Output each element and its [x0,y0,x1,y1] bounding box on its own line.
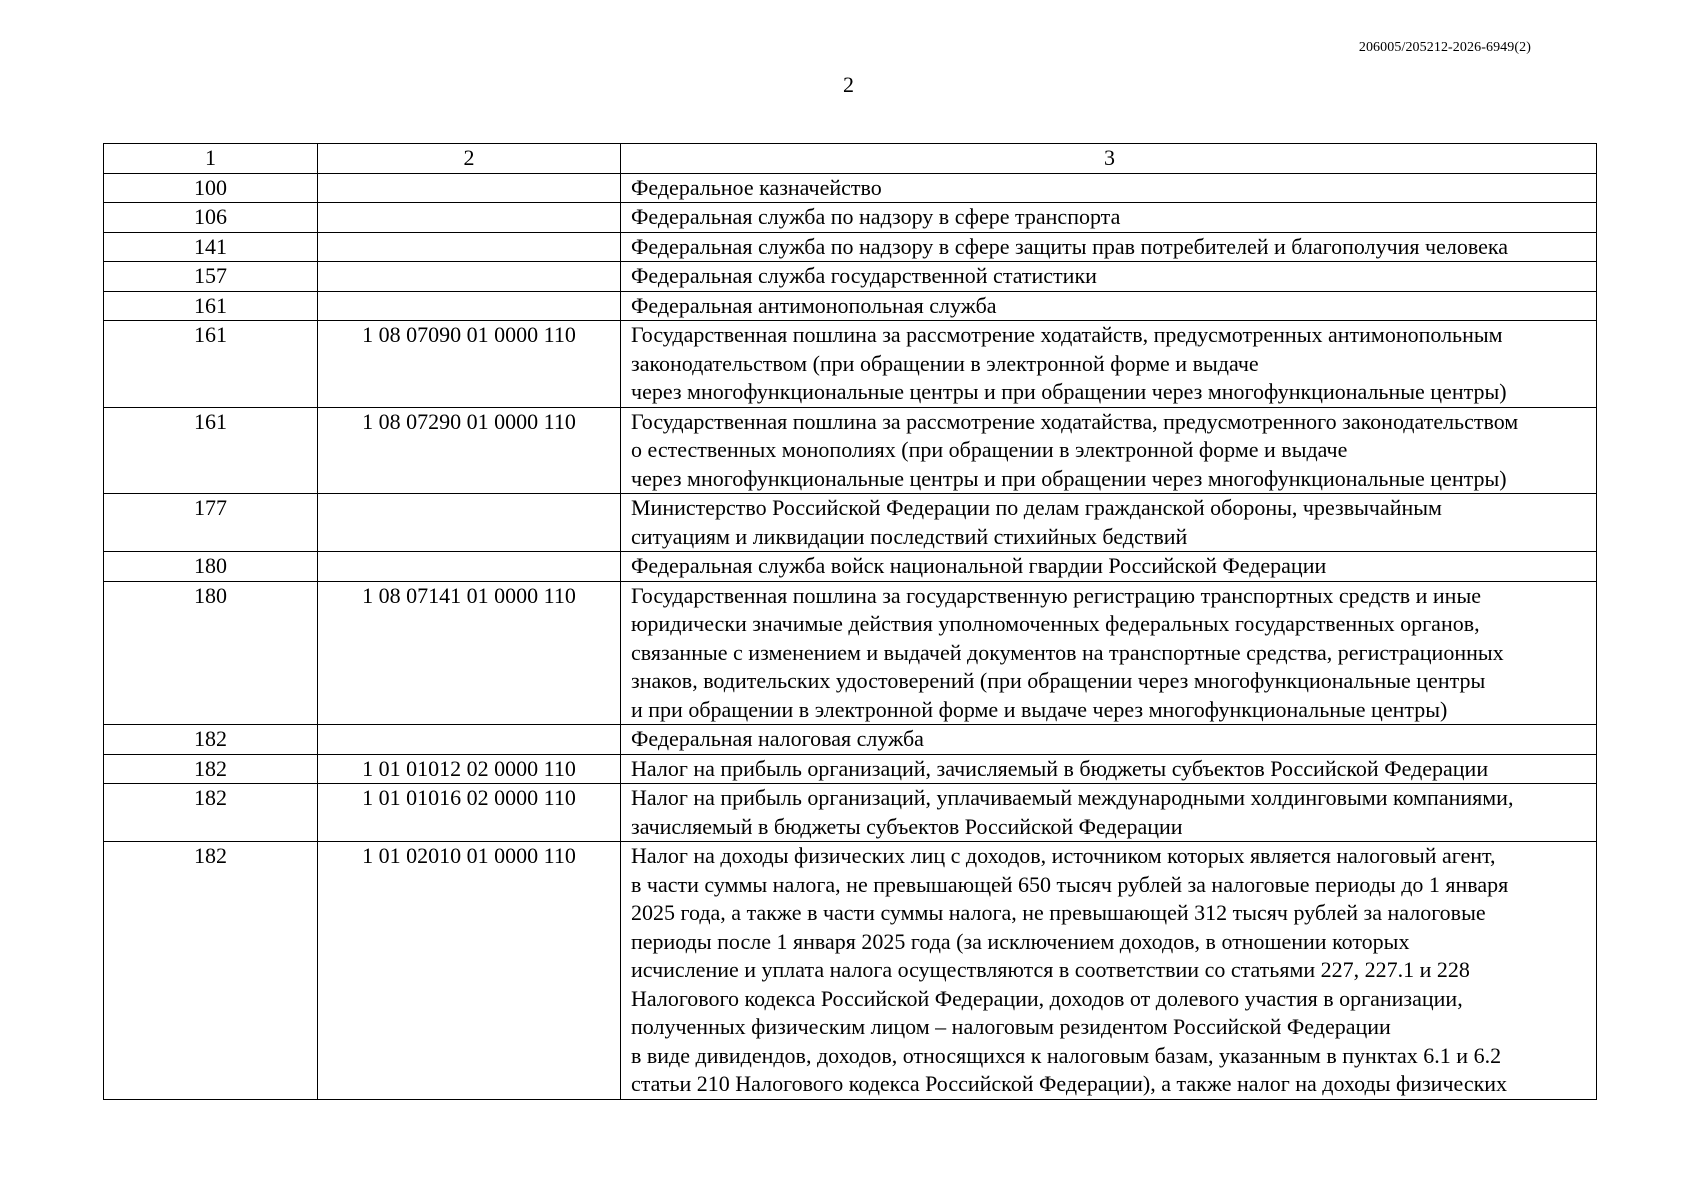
budget-classification-code-cell: 1 01 02010 01 0000 110 [318,842,621,1100]
admin-code-cell: 177 [104,494,318,552]
description-line: Министерство Российской Федерации по делам гражданской обороны, чрезвычайным [631,495,1442,520]
description-line: Федеральная служба войск национальной гвардии Российской Федерации [631,553,1327,578]
description-cell [621,321,1597,408]
admin-code-cell: 161 [104,407,318,494]
admin-code-cell: 180 [104,552,318,582]
budget-classification-code-cell: 1 01 01012 02 0000 110 [318,754,621,784]
description-line: в виде дивидендов, доходов, относящихся к налоговым базам, указанным в пунктах 6.1 и 6.2 [631,1042,1502,1068]
admin-code-cell: 157 [104,262,318,292]
admin-code-cell: 161 [104,321,318,408]
description-line: Федеральная служба по надзору в сфере транспорта [631,204,1121,229]
table-row [104,203,1597,233]
column-header: 2 [318,144,621,174]
budget-classification-code-cell [318,552,621,582]
description-cell [621,173,1597,203]
table-header-row [104,144,1597,174]
description-cell [621,262,1597,292]
description-line: Налог на доходы физических лиц с доходов, источником которых является налоговый агент, [631,843,1496,868]
page-number: 2 [843,72,854,97]
table-row [104,173,1597,203]
description-line: Федеральная налоговая служба [631,726,924,751]
table-row [104,232,1597,262]
description-cell [621,232,1597,262]
description-line: исчисление и уплата налога осуществляются в соответствии со статьями 227, 227.1 и 228 [631,957,1470,982]
description-line: связанные с изменением и выдачей документов на транспортные средства, регистрационных [631,639,1504,665]
description-line: Федеральная служба государственной статистики [631,263,1097,288]
budget-classification-code-cell [318,494,621,552]
description-cell [621,552,1597,582]
table-row [104,784,1597,842]
admin-code-cell: 106 [104,203,318,233]
budget-classification-code-cell [318,173,621,203]
budget-classification-code-cell [318,291,621,321]
description-line: зачисляемый в бюджеты субъектов Российской Федерации [631,813,1183,839]
description-line: Федеральное казначейство [631,174,882,200]
description-cell [621,725,1597,755]
table-row [104,725,1597,755]
budget-classification-code-cell: 1 08 07090 01 0000 110 [318,321,621,408]
description-line: Федеральная антимонопольная служба [631,292,997,318]
table-row [104,842,1597,1100]
description-cell [621,784,1597,842]
admin-code-cell: 182 [104,754,318,784]
description-line: Федеральная служба по надзору в сфере защиты прав потребителей и благополучия человека [631,233,1509,259]
description-line: Государственная пошлина за государственную регистрацию транспортных средств и иные [631,582,1481,608]
description-line: юридически значимые действия уполномоченных федеральных государственных органов, [631,611,1480,636]
description-cell [621,203,1597,233]
description-line: законодательством (при обращении в электронной форме и выдаче [631,350,1259,376]
description-line: Налогового кодекса Российской Федерации, доходов от долевого участия в организации, [631,985,1463,1011]
budget-classification-code-cell [318,232,621,262]
document-number: 206005/205212-2026-6949(2) [1358,40,1531,55]
column-header: 3 [621,144,1597,174]
budget-classification-code-cell: 1 08 07141 01 0000 110 [318,581,621,725]
description-cell [621,842,1597,1100]
description-cell [621,494,1597,552]
description-line: и при обращении в электронной форме и выдаче через многофункциональные центры) [631,696,1448,722]
description-line: Налог на прибыль организаций, уплачиваемый международными холдинговыми компаниями, [631,785,1514,810]
budget-classification-code-cell: 1 01 01016 02 0000 110 [318,784,621,842]
table-row [104,581,1597,725]
description-cell [621,407,1597,494]
column-header: 1 [104,144,318,174]
table-row [104,321,1597,408]
table-row [104,407,1597,494]
admin-code-cell: 182 [104,725,318,755]
admin-code-cell: 100 [104,173,318,203]
description-cell [621,291,1597,321]
description-line: полученных физическим лицом – налоговым резидентом Российской Федерации [631,1014,1391,1039]
description-line: знаков, водительских удостоверений (при обращении через многофункциональные центры [631,668,1486,693]
admin-code-cell: 161 [104,291,318,321]
description-line: ситуациям и ликвидации последствий стихийных бедствий [631,523,1188,549]
table-row [104,552,1597,582]
description-line: Государственная пошлина за рассмотрение ходатайства, предусмотренного законодательством [631,408,1519,434]
admin-code-cell: 141 [104,232,318,262]
description-line: через многофункциональные центры и при обращении через многофункциональные центры) [631,379,1507,404]
description-line: в части суммы налога, не превышающей 650 тысяч рублей за налоговые периоды до 1 января [631,871,1509,897]
description-cell [621,754,1597,784]
admin-code-cell: 180 [104,581,318,725]
budget-classification-code-cell: 1 08 07290 01 0000 110 [318,407,621,494]
table-row [104,494,1597,552]
description-line: Налог на прибыль организаций, зачисляемый в бюджеты субъектов Российской Федерации [631,755,1489,781]
description-line: периоды после 1 января 2025 года (за исключением доходов, в отношении которых [631,928,1410,954]
description-line: через многофункциональные центры и при обращении через многофункциональные центры) [631,465,1507,491]
admin-code-cell: 182 [104,784,318,842]
table-row [104,754,1597,784]
description-line: 2025 года, а также в части суммы налога, не превышающей 312 тысяч рублей за налоговые [631,900,1486,925]
admin-code-cell: 182 [104,842,318,1100]
description-line: о естественных монополиях (при обращении в электронной форме и выдаче [631,437,1348,462]
table-row [104,262,1597,292]
description-line: Государственная пошлина за рассмотрение ходатайств, предусмотренных антимонопольным [631,322,1503,347]
budget-classification-code-cell [318,725,621,755]
budget-classification-code-cell [318,203,621,233]
budget-codes-table [103,143,1597,1100]
description-line: статьи 210 Налогового кодекса Российской Федерации), а также налог на доходы физических [631,1071,1508,1096]
table-row [104,291,1597,321]
budget-classification-code-cell [318,262,621,292]
description-cell [621,581,1597,725]
